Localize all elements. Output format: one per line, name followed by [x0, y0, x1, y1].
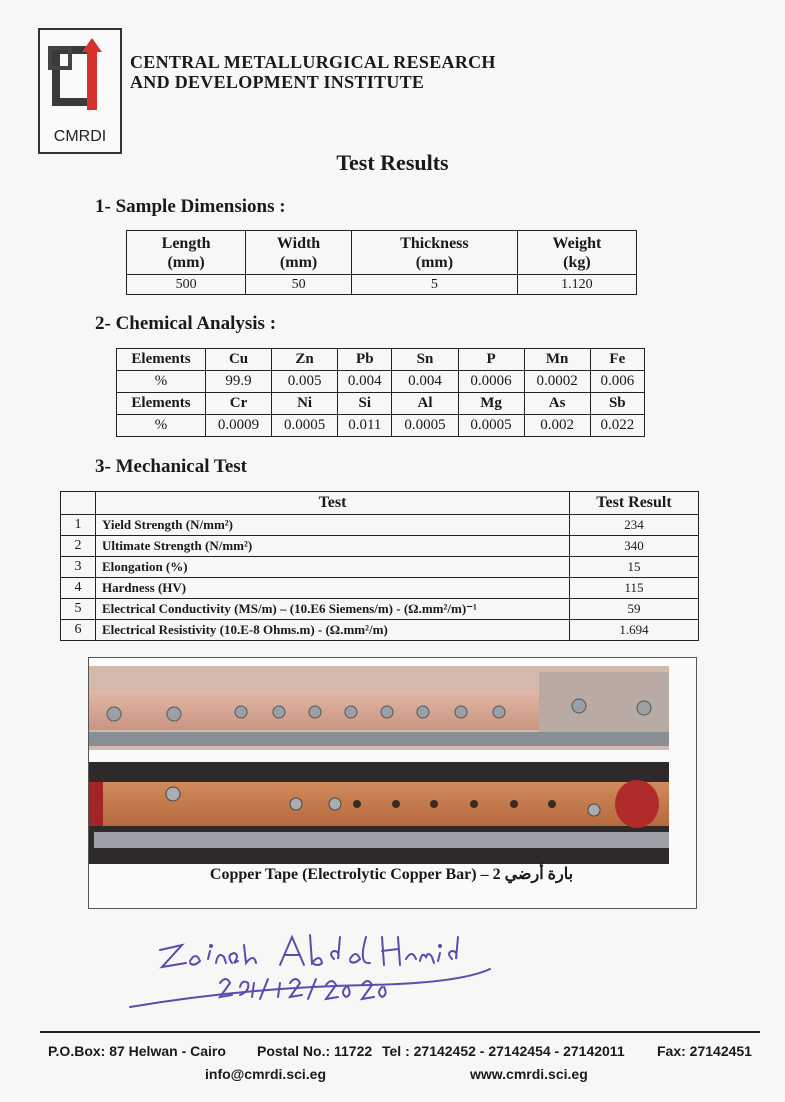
footer-fax: Fax: 27142451: [657, 1043, 752, 1059]
chem-pct-label: %: [117, 415, 206, 437]
dim-value-weight: 1.120: [517, 275, 636, 295]
mech-row-test: Yield Strength (N/mm²): [96, 515, 570, 536]
chem-element: Sb: [590, 393, 644, 415]
logo-inner-square-icon: [48, 46, 72, 70]
chem-element: Cr: [206, 393, 272, 415]
mech-header-result: Test Result: [570, 492, 699, 515]
mech-header-number: [61, 492, 96, 515]
footer-pobox: P.O.Box: 87 Helwan - Cairo: [48, 1043, 226, 1059]
mech-row-number: 1: [61, 515, 96, 536]
chem-element: Mn: [524, 349, 590, 371]
mechanical-table: [60, 491, 699, 641]
footer-tel: Tel : 27142452 - 27142454 - 27142011: [382, 1043, 625, 1059]
footer-email: info@cmrdi.sci.eg: [205, 1066, 327, 1082]
chem-value: 0.004: [338, 371, 392, 393]
chem-value: 0.0002: [524, 371, 590, 393]
chem-value: 0.0009: [206, 415, 272, 437]
chem-element: Ni: [272, 393, 338, 415]
cmrdi-logo: [38, 28, 122, 154]
mech-row-result: 15: [570, 557, 699, 578]
dim-header-width: Width (mm): [246, 231, 352, 275]
chem-element: Mg: [458, 393, 524, 415]
mech-row-test: Ultimate Strength (N/mm²): [96, 536, 570, 557]
dim-value-length: 500: [127, 275, 246, 295]
chem-row-label: Elements: [117, 349, 206, 371]
chem-value: 0.005: [272, 371, 338, 393]
chem-value: 0.0005: [392, 415, 458, 437]
chem-value: 0.0005: [458, 415, 524, 437]
chem-element: Cu: [206, 349, 272, 371]
chem-value: 0.0005: [272, 415, 338, 437]
chem-element: Sn: [392, 349, 458, 371]
chem-value: 0.006: [590, 371, 644, 393]
chem-element: Pb: [338, 349, 392, 371]
mech-row-test: Electrical Conductivity (MS/m) – (10.E6 Siemens/m) - (Ω.mm²/m)⁻¹: [96, 599, 570, 620]
mech-row-number: 5: [61, 599, 96, 620]
chem-value: 0.002: [524, 415, 590, 437]
logo-arrow-bar-icon: [87, 50, 97, 110]
footer-website: www.cmrdi.sci.eg: [470, 1066, 588, 1082]
section-heading-mechanical: 3- Mechanical Test: [95, 456, 247, 477]
mech-row-number: 3: [61, 557, 96, 578]
institute-line-1: CENTRAL METALLURGICAL RESEARCH: [130, 52, 496, 72]
institute-name: [130, 52, 496, 92]
dim-header-thickness: Thickness (mm): [351, 231, 517, 275]
mech-row-result: 1.694: [570, 620, 699, 641]
chem-row-label: Elements: [117, 393, 206, 415]
page-title: Test Results: [336, 150, 449, 175]
mech-row-number: 6: [61, 620, 96, 641]
chem-value: 0.004: [392, 371, 458, 393]
dimensions-table: [126, 230, 637, 295]
chem-element: As: [524, 393, 590, 415]
chem-element: Al: [392, 393, 458, 415]
photo-caption: Copper Tape (Electrolytic Copper Bar) – 2 بارة أرضي: [209, 866, 574, 883]
mech-row-number: 2: [61, 536, 96, 557]
chem-value: 99.9: [206, 371, 272, 393]
chem-element: Zn: [272, 349, 338, 371]
mech-row-number: 4: [61, 578, 96, 599]
chem-element: Si: [338, 393, 392, 415]
dim-header-weight: Weight (kg): [517, 231, 636, 275]
chem-value: 0.0006: [458, 371, 524, 393]
mech-row-test: Hardness (HV): [96, 578, 570, 599]
mech-row-result: 234: [570, 515, 699, 536]
dim-value-width: 50: [246, 275, 352, 295]
chem-element: Fe: [590, 349, 644, 371]
mech-row-result: 59: [570, 599, 699, 620]
copper-bar-photo: [89, 662, 696, 867]
chem-pct-label: %: [117, 371, 206, 393]
section-heading-chemical: 2- Chemical Analysis :: [95, 313, 277, 334]
logo-text: CMRDI: [53, 128, 107, 145]
chem-value: 0.011: [338, 415, 392, 437]
mech-row-result: 115: [570, 578, 699, 599]
dim-header-length: Length (mm): [127, 231, 246, 275]
mech-header-test: Test: [96, 492, 570, 515]
chemical-table: [116, 348, 645, 437]
footer-postal: Postal No.: 11722: [257, 1043, 373, 1059]
dim-value-thickness: 5: [351, 275, 517, 295]
chem-element: P: [458, 349, 524, 371]
mech-row-result: 340: [570, 536, 699, 557]
chem-value: 0.022: [590, 415, 644, 437]
institute-line-2: AND DEVELOPMENT INSTITUTE: [130, 72, 425, 92]
mech-row-test: Electrical Resistivity (10.E-8 Ohms.m) - (Ω.mm²/m): [96, 620, 570, 641]
logo-arrow-up-icon: [82, 38, 102, 52]
section-heading-dimensions: 1- Sample Dimensions :: [95, 196, 286, 217]
mech-row-test: Elongation (%): [96, 557, 570, 578]
footer-divider: [40, 1031, 760, 1033]
handwritten-signature: [120, 915, 520, 1025]
